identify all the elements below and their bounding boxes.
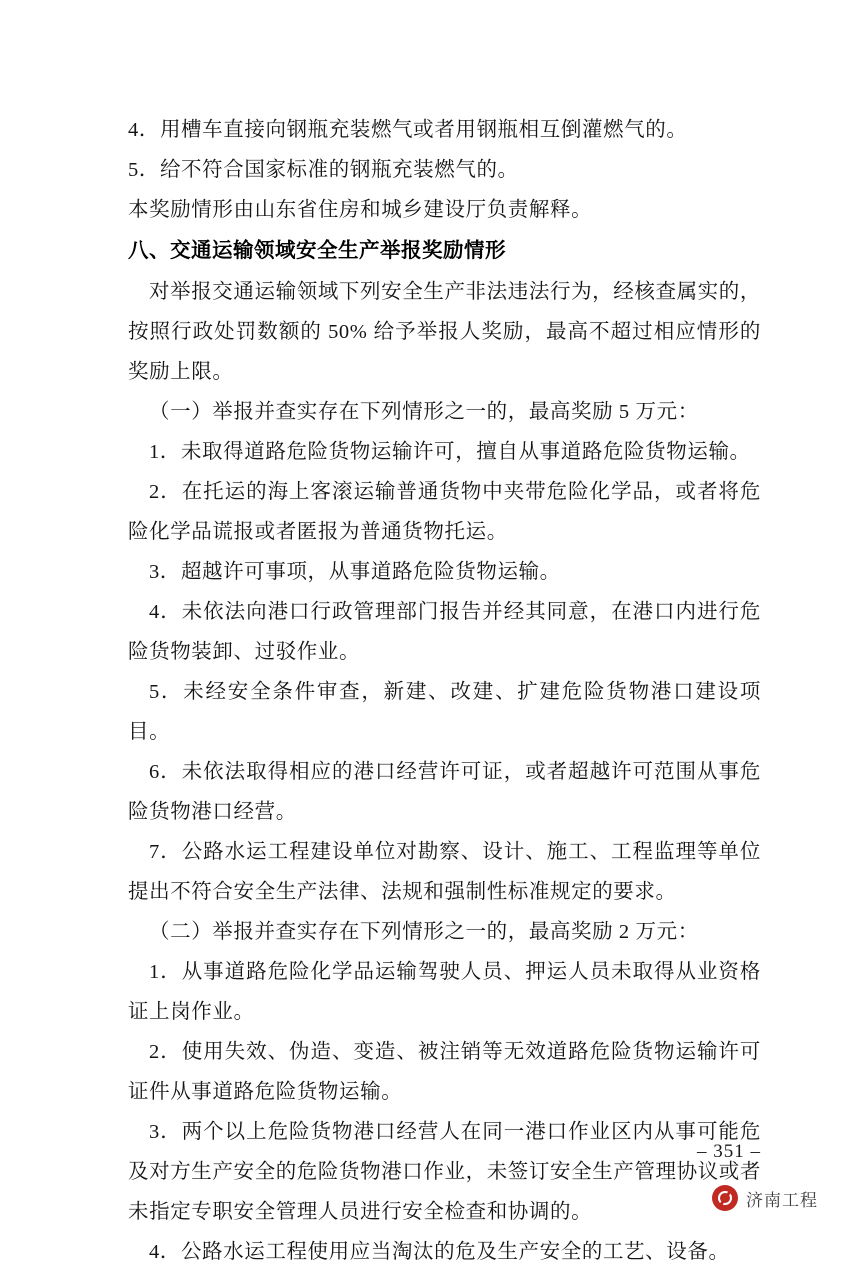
paragraph-s1-item-2: 2．在托运的海上客滚运输普通货物中夹带危险化学品，或者将危险化学品谎报或者匿报为普通货物托运。 [128, 481, 761, 543]
page-number: – 351 – [697, 1141, 761, 1162]
paragraph-s1-item-4: 4．未依法向港口行政管理部门报告并经其同意，在港口内进行危险货物装卸、过驳作业。 [128, 601, 761, 663]
paragraph-s1-item-3: 3．超越许可事项，从事道路危险货物运输。 [149, 561, 561, 583]
paragraph-subsection-2-heading: （二）举报并查实存在下列情形之一的，最高奖励 2 万元： [149, 921, 699, 943]
paragraph-s2-item-1: 1．从事道路危险化学品运输驾驶人员、押运人员未取得从业资格证上岗作业。 [128, 961, 761, 1023]
paragraph-s1-item-1: 1．未取得道路危险货物运输许可，擅自从事道路危险货物运输。 [149, 441, 751, 463]
paragraph-s1-item-7: 7．公路水运工程建设单位对勘察、设计、施工、工程监理等单位提出不符合安全生产法律、法规和强制性标准规定的要求。 [128, 841, 761, 903]
paragraph-s2-item-3: 3．两个以上危险货物港口经营人在同一港口作业区内从事可能危及对方生产安全的危险货物港口作业，未签订安全生产管理协议或者未指定专职安全管理人员进行安全检查和协调的。 [128, 1121, 761, 1223]
paragraph-section-8-intro: 对举报交通运输领域下列安全生产非法违法行为，经核查属实的，按照行政处罚数额的 50% 给予举报人奖励，最高不超过相应情形的奖励上限。 [128, 281, 761, 383]
paragraph-s1-item-5: 5．未经安全条件审查，新建、改建、扩建危险货物港口建设项目。 [128, 681, 761, 743]
section-8-heading: 八、交通运输领域安全生产举报奖励情形 [128, 239, 506, 262]
paragraph-item-5-gas: 5．给不符合国家标准的钢瓶充装燃气的。 [128, 159, 519, 181]
paragraph-interpretation-note: 本奖励情形由山东省住房和城乡建设厅负责解释。 [128, 199, 593, 221]
paragraph-item-4-gas: 4．用槽车直接向钢瓶充装燃气或者用钢瓶相互倒灌燃气的。 [128, 119, 688, 141]
circle-brand-icon [712, 1185, 738, 1211]
paragraph-subsection-1-heading: （一）举报并查实存在下列情形之一的，最高奖励 5 万元： [149, 401, 699, 423]
document-body [128, 110, 761, 1272]
footer-brand-label: 济南工程 [746, 1190, 818, 1210]
paragraph-s2-item-2: 2．使用失效、伪造、变造、被注销等无效道路危险货物运输许可证件从事道路危险货物运输。 [128, 1041, 761, 1103]
paragraph-s2-item-4: 4．公路水运工程使用应当淘汰的危及生产安全的工艺、设备。 [149, 1241, 730, 1263]
footer-brand [712, 1185, 818, 1211]
paragraph-s1-item-6: 6．未依法取得相应的港口经营许可证，或者超越许可范围从事危险货物港口经营。 [128, 761, 761, 823]
